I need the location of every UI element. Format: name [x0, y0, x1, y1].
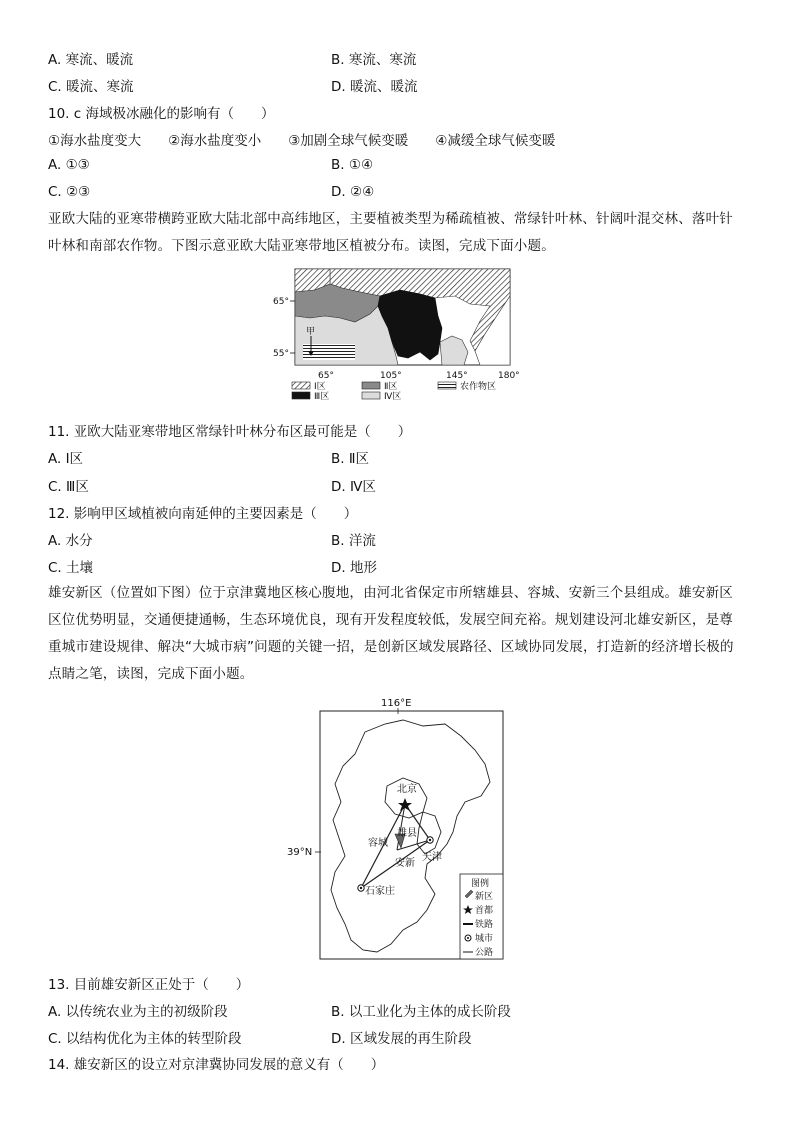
- legend-crop-label: 农作物区: [460, 382, 497, 392]
- lon-label-105: 105°: [380, 371, 402, 381]
- label-tianjin: 天津: [422, 852, 442, 863]
- passage-xiongan: [48, 580, 748, 688]
- lon-label-65: 65°: [318, 371, 334, 381]
- q13-stem: 13. 目前雄安新区正处于（ ）: [48, 977, 250, 993]
- legend-zone-2-swatch: [362, 382, 380, 389]
- q10-option-c: C. ②③: [48, 184, 91, 200]
- passage-line: 叶林和南部农作物。下图示意亚欧大陆亚寒带地区植被分布。读图，完成下面小题。: [48, 238, 555, 254]
- passage-line: 重城市建设规律、解决“大城市病”问题的关键一招，是创新区域发展路径、区域协同发展，打造新的经济增长极的: [48, 639, 734, 655]
- q11-option-a: A. Ⅰ区: [48, 451, 84, 467]
- legend-zone-3-label: Ⅲ区: [314, 392, 330, 400]
- q10-statements: ①海水盐度变大 ②海水盐度变小 ③加剧全球气候变暖 ④减缓全球气候变暖: [48, 133, 556, 149]
- label-beijing: 北京: [397, 784, 417, 795]
- passage-line: 点睛之笔，读图，完成下面小题。: [48, 666, 254, 682]
- q13-option-d: D. 区域发展的再生阶段: [331, 1031, 472, 1047]
- q9-option-a: A. 寒流、暖流: [48, 52, 134, 68]
- lon-label-180: 180°: [498, 371, 520, 381]
- legend-railway: 铁路: [475, 920, 494, 930]
- q11-option-c: C. Ⅲ区: [48, 479, 89, 495]
- q10-stem: 10. c 海域极冰融化的影响有（ ）: [48, 106, 275, 122]
- passage-line: 亚欧大陆的亚寒带横跨亚欧大陆北部中高纬地区，主要植被类型为稀疏植被、常绿针叶林、针阔叶混交林、落叶针: [48, 211, 733, 227]
- legend-zone-4-label: Ⅳ区: [384, 392, 402, 400]
- q12-option-a: A. 水分: [48, 533, 93, 549]
- xiongan-map: [285, 694, 510, 964]
- q9-option-c: C. 暖流、寒流: [48, 79, 134, 95]
- lon-label-145: 145°: [446, 371, 468, 381]
- lat-label-39n: 39°N: [287, 847, 313, 858]
- passage-line: 区位优势明显，交通便捷通畅，生态环境优良，现有开发程度较低，发展空间充裕。规划建设河北雄安新区，是尊: [48, 612, 733, 628]
- legend-crop-swatch: [438, 382, 456, 389]
- vegetation-map: [270, 266, 530, 400]
- legend-new-area: 新区: [475, 892, 494, 902]
- legend-zone-2-label: Ⅱ区: [384, 382, 398, 392]
- label-shijiazhuang: 石家庄: [365, 886, 395, 897]
- legend-zone-3-swatch: [292, 392, 310, 399]
- legend-zone-4-swatch: [362, 392, 380, 399]
- q13-option-c: C. 以结构优化为主体的转型阶段: [48, 1031, 242, 1047]
- lat-label-65: 65°: [273, 297, 289, 307]
- lon-label-116e: 116°E: [381, 698, 412, 709]
- legend-highway: 公路: [475, 948, 494, 958]
- label-rongcheng: 容城: [368, 838, 388, 849]
- legend-title: 图例: [471, 879, 490, 889]
- jia-label: 甲: [306, 327, 316, 337]
- q10-option-d: D. ②④: [331, 184, 375, 200]
- passage-line: 雄安新区（位置如下图）位于京津冀地区核心腹地，由河北省保定市所辖雄县、容城、安新三个县组成。雄安新区: [48, 585, 733, 601]
- q12-option-d: D. 地形: [331, 560, 377, 576]
- q12-option-c: C. 土壤: [48, 560, 94, 576]
- label-xiongxian: 雄县: [397, 828, 417, 839]
- legend-zone-1-swatch: [292, 382, 310, 389]
- label-anxin: 安新: [395, 858, 415, 869]
- q12-option-b: B. 洋流: [331, 533, 376, 549]
- q11-option-b: B. Ⅱ区: [331, 451, 369, 467]
- q13-option-a: A. 以传统农业为主的初级阶段: [48, 1004, 228, 1020]
- legend-capital: 首都: [475, 906, 494, 916]
- legend-city: 城市: [475, 934, 494, 944]
- q11-stem: 11. 亚欧大陆亚寒带地区常绿针叶林分布区最可能是（ ）: [48, 424, 412, 440]
- q9-option-b: B. 寒流、寒流: [331, 52, 417, 68]
- q11-option-d: D. Ⅳ区: [331, 479, 376, 495]
- legend-zone-1-label: Ⅰ区: [314, 382, 326, 392]
- q10-option-a: A. ①③: [48, 157, 90, 173]
- q12-stem: 12. 影响甲区域植被向南延伸的主要因素是（ ）: [48, 506, 358, 522]
- passage-vegetation: [48, 206, 748, 260]
- lat-label-55: 55°: [273, 349, 289, 359]
- q9-option-d: D. 暖流、暖流: [331, 79, 418, 95]
- q10-option-b: B. ①④: [331, 157, 374, 173]
- q14-stem: 14. 雄安新区的设立对京津冀协同发展的意义有（ ）: [48, 1057, 385, 1073]
- q13-option-b: B. 以工业化为主体的成长阶段: [331, 1004, 511, 1020]
